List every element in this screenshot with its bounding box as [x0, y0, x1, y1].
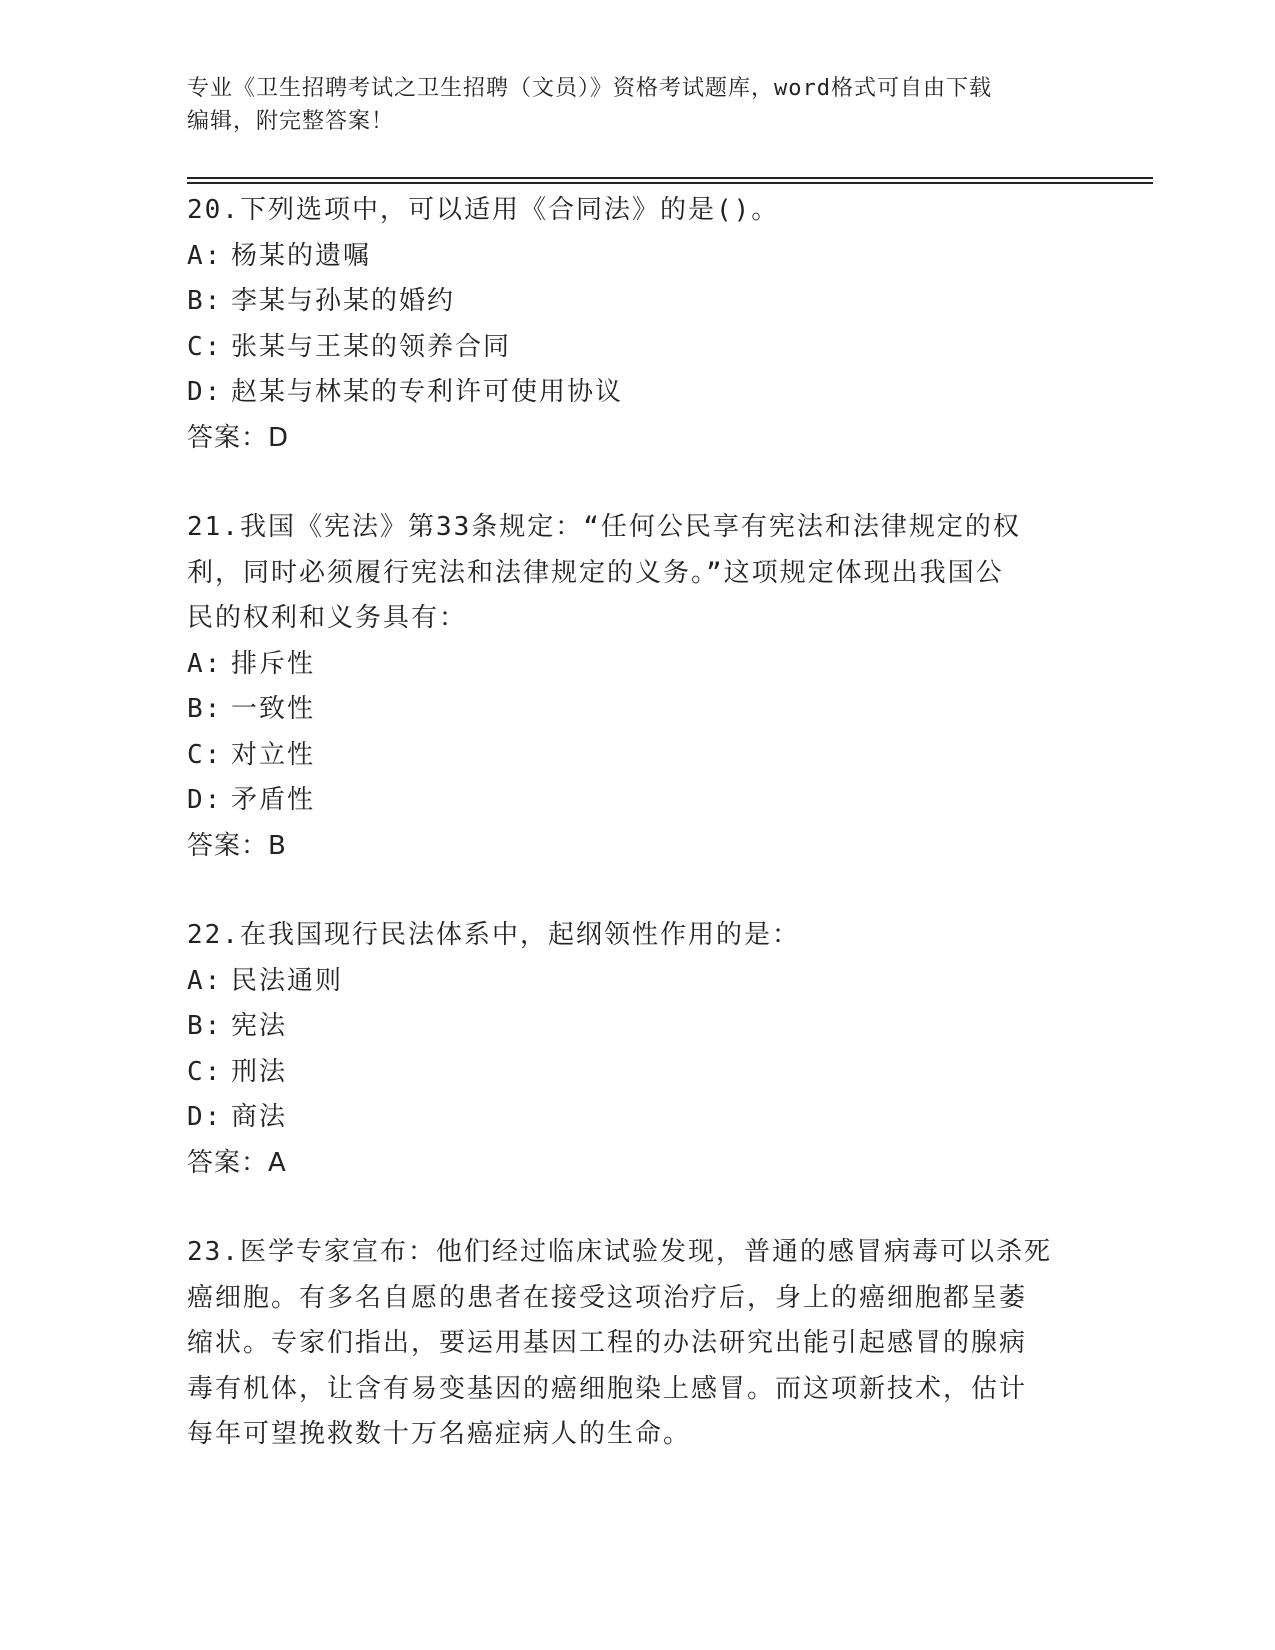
- header-line-2: 编辑，附完整答案！: [187, 109, 395, 134]
- option-text: 李某与孙某的婚约: [231, 286, 456, 316]
- option-text: 对立性: [231, 739, 316, 770]
- option-text: 民法通则: [231, 965, 344, 996]
- option-key: A:: [187, 648, 223, 679]
- option-text: 一致性: [231, 694, 316, 724]
- answer-label: 答案：A: [187, 1147, 287, 1178]
- option-key: D:: [187, 785, 223, 815]
- option-b: [187, 279, 1087, 325]
- option-a: [187, 234, 1087, 280]
- question-text: 21.我国《宪法》第33条规定：“任何公民享有宪法和法律规定的权: [187, 512, 1021, 542]
- question-text: 20.下列选项中，可以适用《合同法》的是()。: [187, 195, 780, 225]
- question-text: 缩状。专家们指出，要运用基因工程的办法研究出能引起感冒的腺病: [187, 1328, 1028, 1358]
- question-text: 癌细胞。有多名自愿的患者在接受这项治疗后，身上的癌细胞都呈萎: [187, 1282, 1028, 1313]
- option-text: 商法: [231, 1102, 288, 1132]
- option-d: [187, 1095, 1087, 1141]
- option-text: 赵某与林某的专利许可使用协议: [231, 377, 624, 407]
- question-20: [187, 188, 1087, 461]
- answer-label: 答案：B: [187, 830, 287, 861]
- option-b: [187, 1004, 1087, 1050]
- option-text: 排斥性: [231, 648, 316, 679]
- document-header: [187, 72, 1087, 138]
- option-key: C:: [187, 331, 223, 362]
- question-text: 利，同时必须履行宪法和法律规定的义务。”这项规定体现出我国公: [187, 557, 1004, 588]
- option-c: [187, 325, 1087, 371]
- question-21: [187, 505, 1087, 869]
- header-divider-bottom: [187, 182, 1153, 184]
- option-d: [187, 370, 1087, 416]
- option-c: [187, 1050, 1087, 1096]
- option-d: [187, 778, 1087, 824]
- question-22: [187, 913, 1087, 1186]
- question-text: 23.医学专家宣布：他们经过临床试验发现，普通的感冒病毒可以杀死: [187, 1237, 1052, 1267]
- question-text: 22.在我国现行民法体系中，起纲领性作用的是：: [187, 920, 800, 950]
- answer-label: 答案：D: [187, 422, 290, 453]
- option-a: [187, 642, 1087, 688]
- option-text: 宪法: [231, 1011, 288, 1041]
- option-b: [187, 687, 1087, 733]
- header-line-1: 专业《卫生招聘考试之卫生招聘（文员）》资格考试题库，word格式可自由下载: [187, 76, 992, 101]
- option-key: D:: [187, 1102, 223, 1132]
- question-23: [187, 1230, 1087, 1458]
- question-text: 毒有机体，让含有易变基因的癌细胞染上感冒。而这项新技术，估计: [187, 1373, 1028, 1404]
- option-text: 张某与王某的领养合同: [231, 331, 512, 362]
- option-text: 杨某的遗嘱: [231, 240, 372, 271]
- option-key: C:: [187, 1056, 223, 1087]
- option-text: 矛盾性: [231, 785, 316, 815]
- option-key: B:: [187, 1011, 223, 1041]
- option-key: A:: [187, 965, 223, 996]
- option-key: C:: [187, 739, 223, 770]
- option-key: B:: [187, 286, 223, 316]
- option-a: [187, 959, 1087, 1005]
- option-key: A:: [187, 240, 223, 271]
- option-key: D:: [187, 377, 223, 407]
- option-text: 刑法: [231, 1056, 288, 1087]
- question-text: 每年可望挽救数十万名癌症病人的生命。: [187, 1419, 692, 1449]
- question-list: [187, 188, 1087, 1502]
- question-text: 民的权利和义务具有：: [187, 603, 468, 633]
- option-c: [187, 733, 1087, 779]
- header-divider-top: [187, 177, 1153, 179]
- option-key: B:: [187, 694, 223, 724]
